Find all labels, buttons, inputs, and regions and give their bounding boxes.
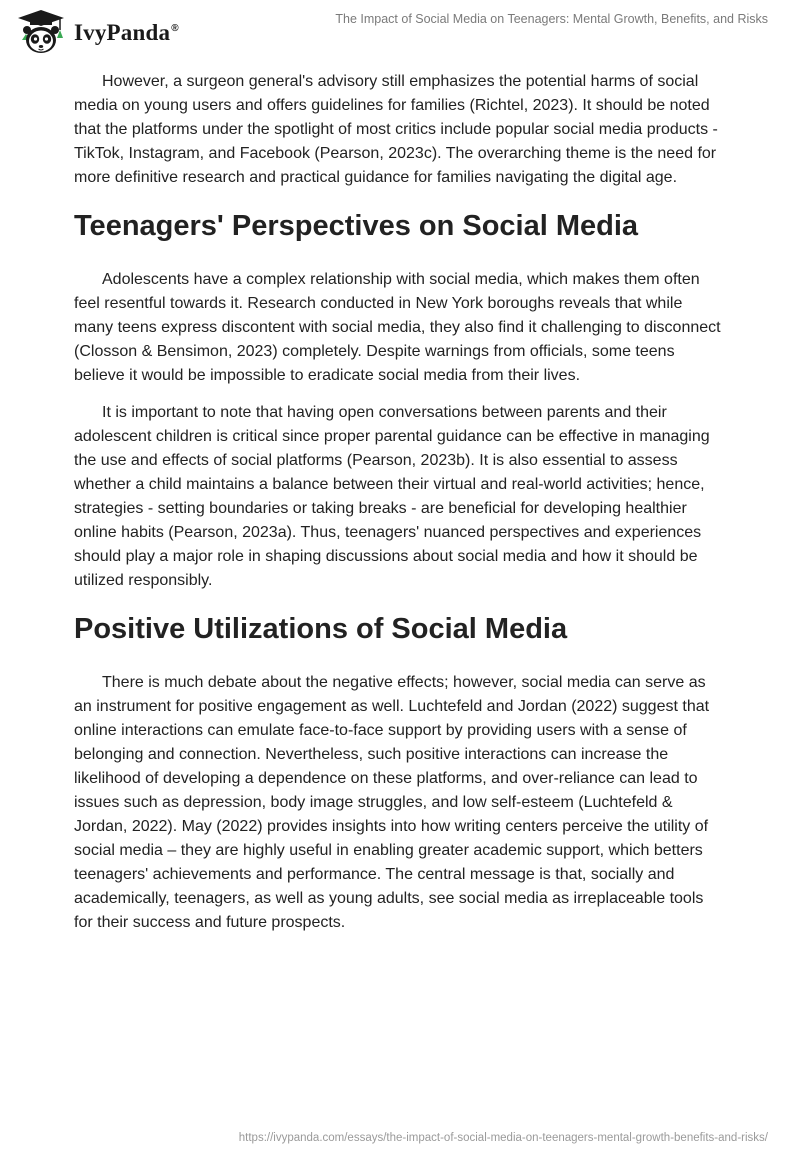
- paragraph-intro: However, a surgeon general's advisory still emphasizes the potential harms of social media on young users and offers guidelines for families (Richtel, 2023). It should be noted that the platforms under the spotlight of most critics include popular social media products - TikTok, Instagram, and Facebook (Pearson, 2023c). The overarching theme is the need for more definitive research and practical guidance for families navigating the digital age.: [74, 73, 718, 186]
- source-url[interactable]: https://ivypanda.com/essays/the-impact-of-social-media-on-teenagers-mental-growth-benefits-and-risks/: [238, 1132, 768, 1144]
- paragraph: It is important to note that having open conversations between parents and their adolescent children is critical since proper parental guidance can be effective in managing the use and effects of social platforms (Pearson, 2023b). It is also essential to assess whether a child maintains a balance between their virtual and real-world activities; hence, strategies - setting boundaries or taking breaks - are beneficial for developing healthier online habits (Pearson, 2023a). Thus, teenagers' nuanced perspectives and experiences should play a major role in shaping discussions about social media and how it should be utilized responsibly.: [74, 404, 710, 589]
- registered-mark: ®: [171, 23, 179, 35]
- document-title: The Impact of Social Media on Teenagers: Mental Growth, Benefits, and Risks: [335, 12, 768, 26]
- essay-body: [74, 70, 724, 948]
- section-heading-perspectives: Teenagers' Perspectives on Social Media: [74, 210, 639, 242]
- panda-graduate-icon: [14, 8, 68, 56]
- ivypanda-logo[interactable]: [14, 8, 179, 56]
- paragraph: There is much debate about the negative effects; however, social media can serve as an instrument for positive engagement as well. Luchtefeld and Jordan (2022) suggest that online interactions can emulate face-to-face support by providing users with a sense of belonging and connection. Nevertheless, such positive interactions can increase the likelihood of developing a dependence on these platforms, and over-reliance can lead to issues such as depression, body image struggles, and low self-esteem (Luchtefeld & Jordan, 2022). May (2022) provides insights into how writing centers perceive the utility of social media – they are highly useful in enabling greater academic support, which betters teenagers' achievements and performance. The central message is that, socially and academically, teenagers, as well as young adults, see social media as irreplaceable tools for their success and future prospects.: [74, 674, 710, 931]
- page-header: [0, 0, 800, 60]
- paragraph: Adolescents have a complex relationship with social media, which makes them often feel resentful towards it. Research conducted in New York boroughs reveals that while many teens express discontent with social media, they also find it challenging to disconnect (Closson & Bensimon, 2023) completely. Despite warnings from officials, some teens believe it would be impossible to eradicate social media from their lives.: [74, 271, 721, 384]
- section-heading-positive-uses: Positive Utilizations of Social Media: [74, 613, 568, 645]
- brand-name: IvyPanda®: [74, 20, 179, 45]
